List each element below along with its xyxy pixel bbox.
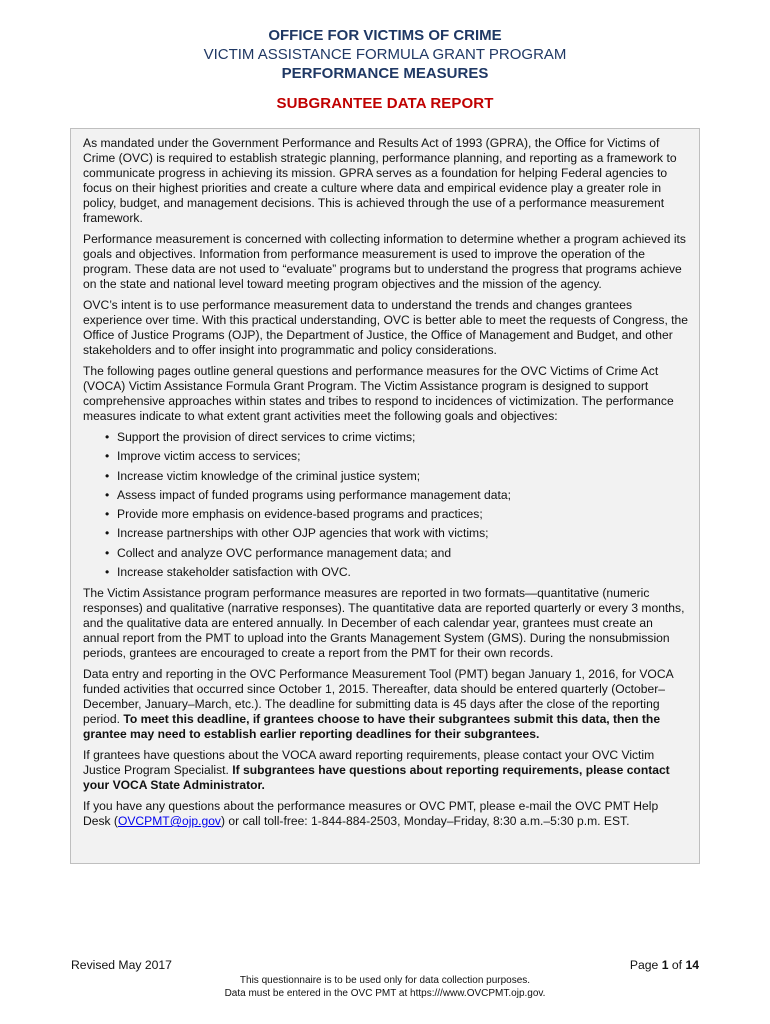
intro-paragraph-contacts bbox=[83, 748, 688, 793]
revision-date: Revised May 2017 bbox=[71, 958, 172, 972]
program-title: VICTIM ASSISTANCE FORMULA GRANT PROGRAM bbox=[203, 46, 567, 63]
bullet-icon: • bbox=[105, 487, 110, 502]
intro-paragraph-intent: OVC’s intent is to use performance measurement data to understand the trends and changes grantees experience over time. With this practical understanding, OVC is better able to meet the requests of Congress, the Office of Justice Programs (OJP), the Department of Justice, the Office of Management and Budget, and other stakeholders and to offer insight into programmatic and policy considerations. bbox=[83, 298, 688, 357]
goal-item bbox=[105, 545, 688, 561]
footer-note-purpose: This questionnaire is to be used only for data collection purposes. bbox=[239, 975, 531, 986]
goal-item bbox=[105, 487, 688, 503]
page-total: 14 bbox=[685, 958, 699, 972]
goals-list bbox=[83, 430, 688, 580]
goal-item bbox=[105, 449, 688, 464]
page-current: 1 bbox=[661, 958, 669, 972]
intro-paragraph-formats: The Victim Assistance program performance measures are reported in two formats—quantitative (numeric responses) and qualitative (narrative responses). The quantitative data are reported quarterly or every 3 months, and the qualitative data are entered annually. In December of each calendar year, grantees must create an annual report from the PMT to upload into the Grants Management System (GMS). During the nonsubmission periods, grantees are encouraged to create a report from the PMT for their own records. bbox=[83, 586, 685, 661]
document-header bbox=[0, 26, 770, 83]
goal-item bbox=[105, 430, 688, 445]
bullet-icon: • bbox=[105, 507, 110, 522]
goal-text: Increase stakeholder satisfaction with OVC. bbox=[117, 565, 351, 580]
page-word: Page bbox=[629, 958, 659, 972]
goal-text: Support the provision of direct services to crime victims; bbox=[117, 430, 416, 444]
goal-text: Increase partnerships with other OJP agencies that work with victims; bbox=[117, 526, 489, 541]
bullet-icon: • bbox=[105, 449, 110, 464]
intro-paragraph-gpra: As mandated under the Government Performance and Results Act of 1993 (GPRA), the Office for Victims of Crime (OVC) is required to establish strategic planning, performance planning, and reporting as a framework to communicate progress in achieving its mission. GPRA serves as a foundation for helping Federal agencies to focus on their highest priorities and create a culture where data and empirical evidence play a greater role in policy, budget, and management decisions. This is achieved through the use of a performance measurement framework. bbox=[83, 136, 677, 225]
bullet-icon: • bbox=[105, 430, 110, 444]
goal-item bbox=[105, 507, 688, 522]
intro-paragraph-deadline bbox=[83, 667, 688, 742]
goal-text: Assess impact of funded programs using performance management data; bbox=[117, 487, 511, 502]
intro-paragraph-outline: The following pages outline general questions and performance measures for the OVC Victims of Crime Act (VOCA) Victim Assistance Formula Grant Program. The Victim Assistance program is designed to support comprehensive approaches within states and tribes to respond to incidences of victimization. The performance measures indicate to what extent grant activities meet the following goals and objectives: bbox=[83, 364, 674, 423]
contacts-text: If grantees have questions about the VOCA award reporting requirements, please contact your OVC Victim Justice Program Specialist. bbox=[83, 748, 655, 778]
bullet-icon: • bbox=[105, 545, 110, 560]
page-of: of bbox=[671, 958, 683, 972]
bullet-icon: • bbox=[105, 565, 110, 580]
intro-paragraph-measurement: Performance measurement is concerned with collecting information to determine whether a program achieved its goals and objectives. Information from performance measurement is used to improve the operation of the program. These data are not used to “evaluate” programs but to understand the progress that programs achieve on the state and national level toward meeting program objectives and the mission of the agency. bbox=[83, 232, 686, 291]
deadline-emphasis: To meet this deadline, if grantees choose to have their subgrantees submit this data, then the grantee may need to establish earlier reporting deadlines for their subgrantees. bbox=[83, 712, 661, 742]
bullet-icon: • bbox=[105, 526, 110, 541]
report-title: SUBGRANTEE DATA REPORT bbox=[276, 95, 494, 112]
footer-notes bbox=[0, 974, 770, 1000]
goal-text: Improve victim access to services; bbox=[117, 449, 301, 464]
intro-box bbox=[70, 128, 700, 864]
contacts-emphasis: If subgrantees have questions about reporting requirements, please contact your VOCA State Administrator. bbox=[83, 763, 670, 793]
office-title: OFFICE FOR VICTIMS OF CRIME bbox=[268, 27, 502, 44]
helpdesk-text-before: If you have any questions about the performance measures or OVC PMT, please e-mail the OVC PMT Help Desk ( bbox=[83, 799, 659, 829]
helpdesk-text-after: ) or call toll-free: 1-844-884-2503, Monday–Friday, 8:30 a.m.–5:30 p.m. EST. bbox=[220, 814, 630, 829]
goal-text: Collect and analyze OVC performance management data; and bbox=[117, 545, 452, 560]
goal-item bbox=[105, 565, 688, 580]
goal-item bbox=[105, 468, 688, 484]
goal-text: Increase victim knowledge of the criminal justice system; bbox=[117, 468, 421, 483]
bullet-icon: • bbox=[105, 468, 110, 483]
deadline-text: Data entry and reporting in the OVC Performance Measurement Tool (PMT) began January 1, 2016, for VOCA funded activities that occurred since October 1, 2015. Thereafter, data should be entered quarterly (October–December, January–March, etc.). The deadline for submitting data is 45 days after the close of the reporting period. bbox=[83, 667, 673, 727]
measures-title: PERFORMANCE MEASURES bbox=[281, 65, 489, 82]
intro-paragraph-helpdesk bbox=[83, 799, 688, 829]
helpdesk-email-link[interactable]: OVCPMT@ojp.gov bbox=[117, 814, 221, 829]
page-number bbox=[630, 958, 699, 972]
footer-note-url: Data must be entered in the OVC PMT at https:///www.OVCPMT.ojp.gov. bbox=[224, 988, 546, 999]
goal-text: Provide more emphasis on evidence-based programs and practices; bbox=[117, 507, 483, 522]
goal-item bbox=[105, 526, 688, 541]
